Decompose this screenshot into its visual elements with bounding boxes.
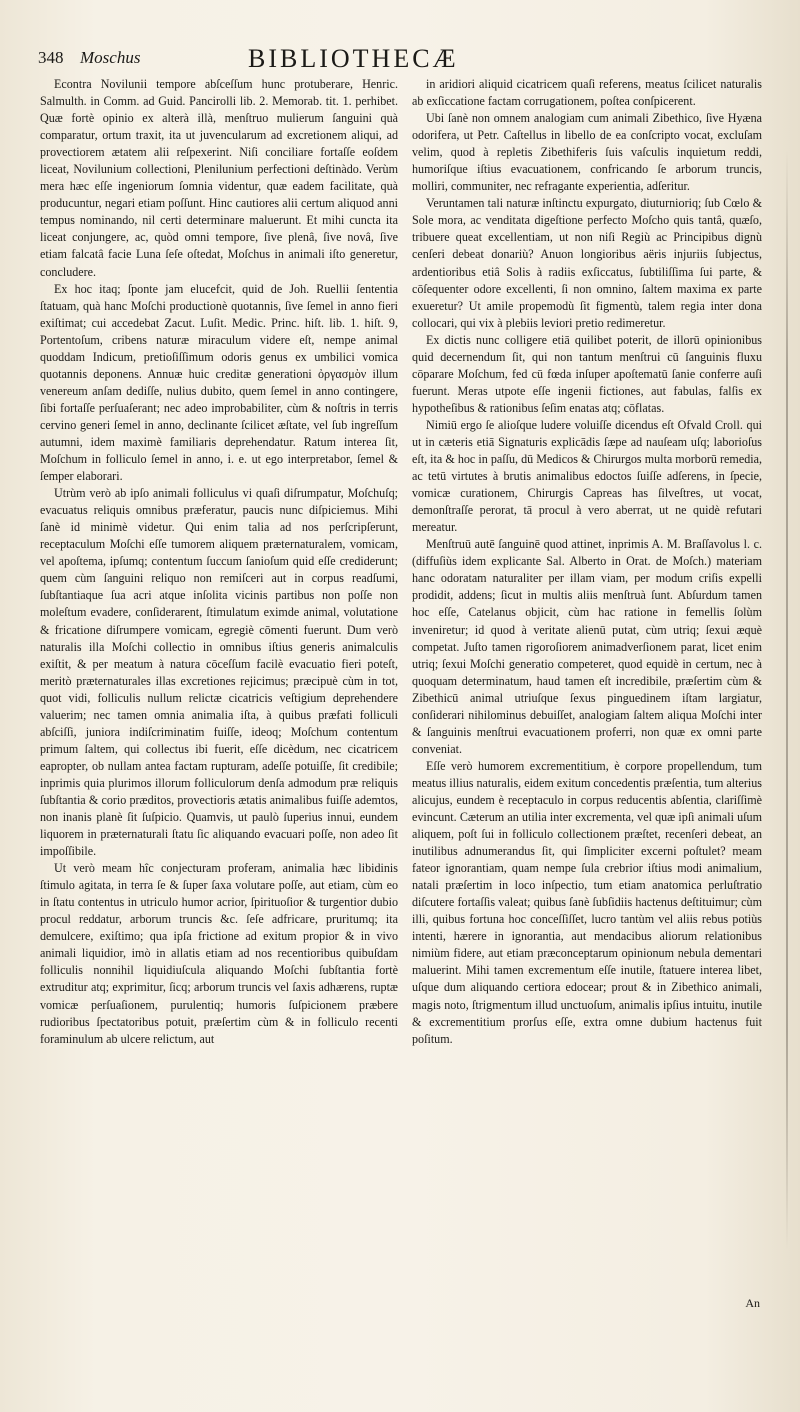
paragraph: Utrùm verò ab ipſo animali folliculus vi quaſi diſrumpatur, Moſchuſq; evacuatus reliquis omnibus præferatur, paucis nunc diſpiciemus. Mihi ſanè id minimè videtur. Qui enim talia ad nos perſcripſerunt, receptaculum Moſchi eſſe tumorem aliquem præternaturalem, vomicam, vel apoſtema, ipſumq; contentum ſuccum ſanioſum quid eſſe crediderunt; quem cùm ſanguini reliquo non remiſceri aut in corpus readſumi, ſubſtantiaque ſua acri atque inſolita vicinis partibus non poſſe non moleſtum evadere, conſiderarent, ſtimulatum eximde animal, volutatione & fricatione diſrumpere vomicam, egregiè cōmenti fuerunt. Dum verò naturalis illa Moſchi collectio in omnibus iſtius generis animalculis exiſtit, & per meatum à natura cōceſſum facilè evacuatio fieri poteſt, meritò præternaturales illas excretiones rejicimus; præcipuè cùm in tot, quot vidi, folliculis nullum relictæ cicatricis veſtigium deprehendere valuerim; nec tamen omnia animalia iſta, à quibus præfati folliculi abſciſſi, juniora indiſcriminatim fuiſſe, ideoq; Moſchum contentum primum ſaltem, qui collectus ibi fuerit, eſſe dicèdum, nec cicatricem eapropter, ob nullam antea factam rupturam, adeſſe potuiſſe, ſit credibile; inprimis quia plurimos illorum folliculorum denſa admodum præ reliquis ſubſtantia & corio præditos, provectioris ætatis animalibus fuiſſe ademtos, non inanis planè ſit ſuſpicio. Quamvis, ut paulò ſuperius innui, eundem liquorem in præternaturali ſtatu ſic aliquando evacuari poſſe, non adeo ſit impoſſibile. bbox=[40, 486, 398, 859]
paragraph: Eſſe verò humorem excrementitium, è corpore propellendum, tum meatus illius naturalis, eidem exitum concedentis præſentia, tum alterius alicujus, eundem è receptaculo in corpus reducentis abſentia, clariſſimè evincunt. Cæterum an utilia inter excrementa, vel quæ ipſi animali uſum aliquem, poſt ſui in folliculo collectionem præſtet, recenſeri debeat, an inutilibus adnumerandus ſit, qui ſimpliciter excerni poſtulet? meam fateor ignorantiam, quam nempe ſula crebrior iſtius modi animalium, natali præſertim in loco inſpectio, tum etiam anatomica perluſtratio diſcutere fortaſſis valeat; quibus ſanè ſubſidiis hactenus deſtituimur; cùm illi, quibus fortuna hoc conceſſiſſet, lucro tantùm vel aliis rebus potiùs intenti, hærere in ignorantia, aut mendacibus aliorum relationibus nimiùm fidere, aut etiam præconceptarum opinionum nebula dementari maluerint. Mihi tamen excrementum eſſe inutile, ſtatuere interea libet, uſque dum aliquando certiora edocear; prout & in Zibethico animali, magis noto, ſtrigmentum illud unctuoſum, animalis ipſius intuitu, inutile & excrementitium prorſus eſſe, extra omne dubium hactenus fuit poſitum. bbox=[412, 758, 762, 1046]
paragraph: Nimiū ergo ſe alioſque ludere voluiſſe dicendus eſt Ofvald Croll. qui ut in cæteris etiā Signaturis explicādis ſæpe ad nauſeam uſq; laborioſus eſt, ita & hoc in paſſu, dū Medicos & Chirurgos multa morborū remedia, ac tetū virtutes à brutis animalibus edoctos ſuiſſe adſerens, in ſpecie, vomicæ curationem, Chirurgis Capreas has ſilveſtres, ut vocat, demonſtraſſe perorat, tā procul à vero aberrat, ut ne quidè refutari mereatur. bbox=[412, 417, 762, 535]
paragraph: Veruntamen tali naturæ inſtinctu expurgato, diuturnioriq; ſub Cœlo & Sole mora, ac venditata digeſtione perfecto Moſcho quis tantâ, quæſo, tribuere queat excellentiam, ut non niſi Regiù ac Principibus dignù cenſeri debeat donariù? Anuon longioribus aëris injuriis ſubjectus, ardentioribus etiâ Solis à radiis exſiccatus, ſubtiliſſima ſui parte, & cōſequenter odore excellenti, ſi non omnino, ſaltem maxima ex parte exueretur? Ut amile propemodù ſit figmentù, talem regia inter dona collocari, qui vix à plebiis leviori pretio redimeretur. bbox=[412, 196, 762, 330]
paragraph: in aridiori aliquid cicatricem quaſi referens, meatus ſcilicet naturalis ab exſiccatione factam corrugationem, poſtea conſpicerent. bbox=[412, 77, 762, 109]
running-title: BIBLIOTHECÆ bbox=[248, 44, 459, 73]
catchword: An bbox=[745, 1296, 760, 1310]
running-author: Moschus bbox=[80, 48, 141, 67]
paragraph: Ut verò meam hîc conjecturam proferam, animalia hæc libidinis ſtimulo agitata, in terra ſe & ſuper ſaxa volutare poſſe, aut etiam, cùm eo in ſtatu contentus in utriculo humor acrior, ſpirituoſior & turgentior dubio procul reddatur, arborum truncis &c. ſeſe adfricare, pruritumq; ita demulcere, exiſtimo; qua ipſa frictione ad exitum propior & in vivo animali liquidior, imò in allatis etiam ad nos recentioribus quibuſdam folliculis nonnihil liquidiuſcula aliquando Moſchi ſubſtantia fortè extruditur atq; exprimitur, ſicq; arborum truncis vel ſaxis adhærens, ruptæ vomicæ perſuaſionem, purulentiq; humoris ſuſpicionem præbere rudioribus ſpectatoribus potuit, præſertim cùm & in folliculo recenti foraminulum ab ulcere relictum, aut bbox=[40, 861, 398, 1046]
page-header bbox=[38, 46, 778, 72]
page-number: 348 bbox=[38, 48, 64, 67]
left-column bbox=[40, 76, 398, 1386]
paragraph: Ubi ſanè non omnem analogiam cum animali Zibethico, ſive Hyæna odorifera, ut Petr. Caſtellus in libello de ea conſcripto vocat, excluſam velim, quod à repletis Zibethiferis ſuis vaſculis inquietum reddi, humoriſque iſtius evacuationem, confricando ſe arborum truncis, molliri, communiter, nec refragante experientia, adſeritur. bbox=[412, 111, 762, 194]
paragraph: Econtra Novilunii tempore abſceſſum hunc protuberare, Henric. Salmulth. in Comm. ad Guid. Pancirolli lib. 2. Memorab. tit. 1. perhibet. Quæ fortè opinio ex alterà illà, menſtruo mulierum ſanguini quà comparatur, ortum traxit, ita ut juvencularum ad excretionem aliqui, ad provectiorem ætatem alii reſpexerint. Niſi conciliare fortaſſe eoſdem liceat, Novilunium collectioni, Plenilunium perfectioni deſtinàdo. Verùm mera hæc eſſe ingeniorum ſomnia videntur, quæ eadem facilitate, quà producuntur, negari etiam poſſunt. Hinc cautiores alii certum aliquod anni tempus nominando, nil certi determinare maluerunt. Et mihi cuncta ita liceat conjungere, ac, quòd omni tempore, ſive plenâ, ſive novâ, ſive etiam falcatâ facie Luna ſeſe oſtedat, Moſchus in animali iſto generetur, concludere. bbox=[40, 77, 398, 279]
right-column bbox=[412, 76, 762, 1326]
paragraph: Ex dictis nunc colligere etiā quilibet poterit, de illorū opinionibus quid decernendum ſit, qui non tantum menſtrui cū ſanguinis fluxu cōparare Moſchum, fed cū fœda inſuper apoſtematū ſanie conferre auſi fuerunt. Meras utpote eſſe ingenii fictiones, aut fabulas, falſis ex hypotheſibus & rationibus ſeſim enatas atq; cōflatas. bbox=[412, 332, 762, 415]
paragraph: Menſtruū autē ſanguinē quod attinet, inprimis A. M. Braſſavolus l. c. (diffuſiùs idem explicante Sal. Alberto in Orat. de Moſch.) materiam hanc odoratam naturaliter per illam viam, per modum criſis expelli prodidit, addens; ſicut in multis aliis menſtruà ſunt. Abſurdum tamen hoc eſſe, Catelanus objicit, cùm hac ratione in femellis ſolùm inveniretur; id quod à veritate alienū putat, cùm utriq; ſexui æquè competat. Juſto tamen rigoroſiorem animadverſionem parat, licet enim utriq; ſexui Moſchi generatio competeret, quod equidè in certum, nec à quoquam determinatum, haud tamen eſt incredibile, præſertim cùm & Zibethicū animal utriuſque ſexus pinguedinem iſtam largiatur, conſiderari nihilominus debuiſſet, analogiam ſaltem aliqua Moſchi inter & ſanguinis menſtrui evacuationem proferri, non quæ ex omni parte conveniat. bbox=[412, 537, 762, 756]
gutter-shadow bbox=[786, 150, 788, 1250]
paragraph: Ex hoc itaq; ſponte jam elucefcit, quid de Joh. Ruellii ſententia ſtatuam, quà hanc Moſchi productionè quotannis, ſive ſemel in anno fieri exiſtimat; cui accedebat Zacut. Luſit. Medic. Princ. hiſt. lib. 1. hiſt. 9, Portentoſum, cribens naturæ miraculum videre eſt, nempe animal quoddam Indicum, pretioſiſſimum odoris genus ex umbilici vomica quotannis deponens. Annuæ huic creditæ generationi ὀργασμὸν illum venereum anſam dediſſe, nulius dubito, quem ſemel in anno contingere, ſibi fortaſſe perſuaſerant; nec adeo improbabiliter, cùm & noſtris in terris cervino generi ſemel in anno, declinante ſcilicet æſtate, vel ſub ingreſſum autumni, idem maximè familiaris deprehendatur. Ratum interea ſit, Moſchum in folliculo ſemel in anno, i. e. ut ego interpretabor, ſemel & ſemper elaborari. bbox=[40, 281, 398, 484]
